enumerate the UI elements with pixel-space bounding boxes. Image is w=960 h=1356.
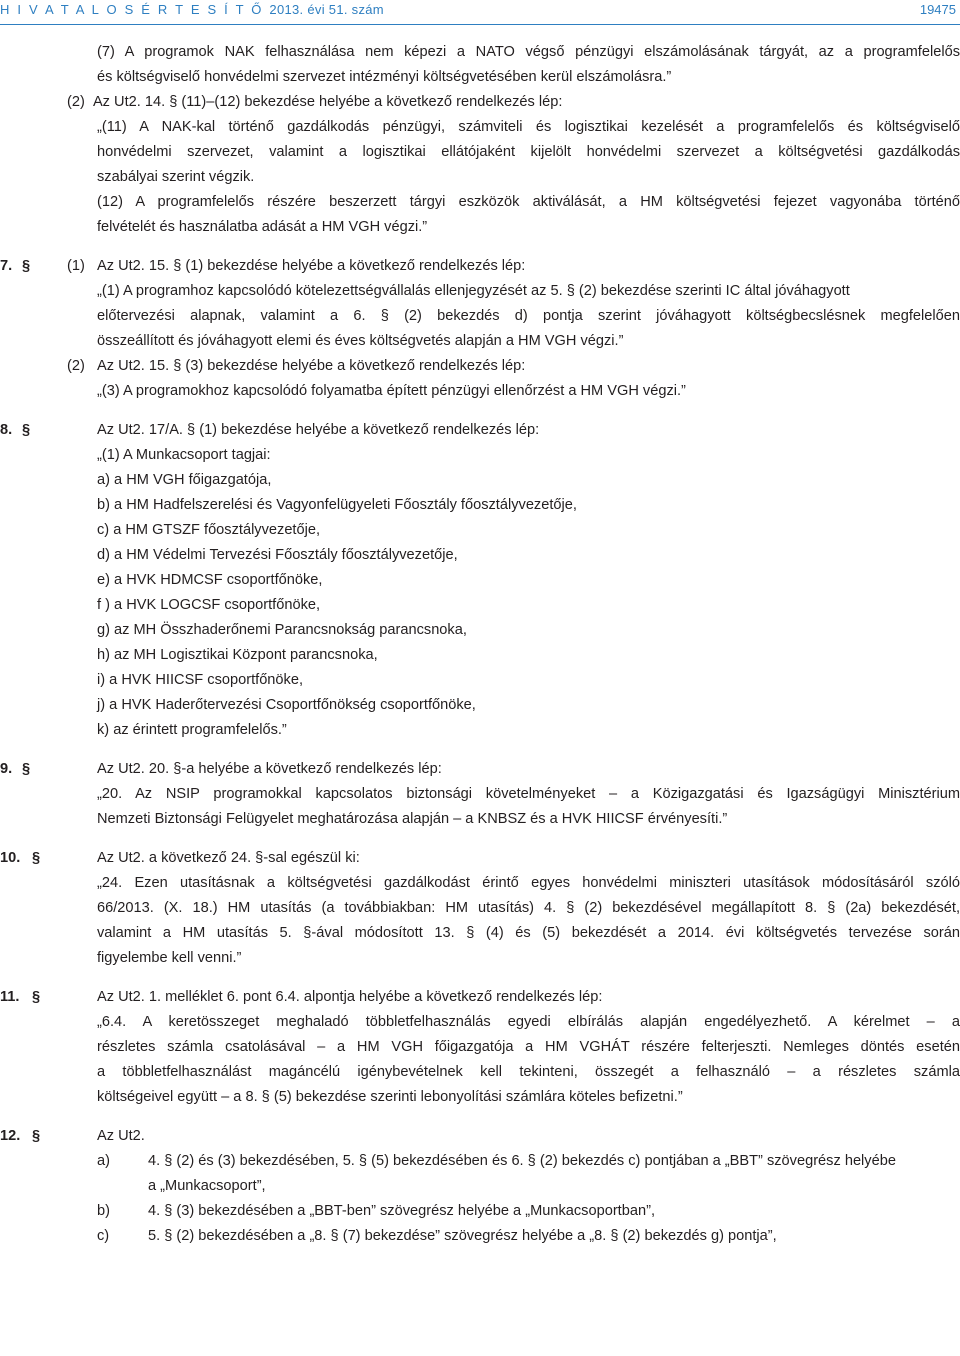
section-text: Az Ut2. 20. §-a helyébe a következő rendelkezés lép: [97, 761, 442, 777]
list-item: b) a HM Hadfelszerelési és Vagyonfelügyeleti Főosztály főosztályvezetője, [97, 497, 577, 513]
list-item: i) a HVK HIICSF csoportfőnöke, [97, 672, 304, 688]
item-letter: b) [97, 1203, 110, 1219]
list-item: k) az érintett programfelelős.” [97, 722, 287, 738]
list-item: a) a HM VGH főigazgatója, [97, 472, 272, 488]
section-text: Az Ut2. 1. melléklet 6. pont 6.4. alpontja helyébe a következő rendelkezés lép: [97, 989, 603, 1005]
item-text: 5. § (2) bekezdésében a „8. § (7) bekezdése” szövegrész helyébe a „8. § (2) bekezdés g) pontja”, [148, 1228, 777, 1244]
paragraph-line: „(1) A programhoz kapcsolódó kötelezettségvállalás ellenjegyzését az 5. § (2) bekezdése szerinti IC által jóváhagyott [97, 283, 850, 299]
paragraph-line: szabályai szerint végzik. [97, 169, 255, 185]
section-11-heading [0, 985, 960, 1010]
section-text: Az Ut2. 15. § (3) bekezdése helyébe a következő rendelkezés lép: [97, 358, 526, 374]
section-number: 12. [0, 1128, 21, 1144]
paragraph-line: 66/2013. (X. 18.) HM utasítás (a továbbiakban: HM utasítás) 4. § (2) bekezdésével megállapított 8. § (2a) bekezdését, [97, 900, 960, 916]
header-rule [0, 24, 960, 25]
paragraph-line: „(11) A NAK-kal történő gazdálkodás pénzügyi, számviteli és logisztikai kezelését a programfelelős és költségviselő [97, 119, 960, 135]
section-number: 11. [0, 989, 20, 1005]
paragraph-line: „20. Az NSIP programokkal kapcsolatos biztonsági követelményeket – a Közigazgatási és Igazságügyi Minisztérium [97, 786, 960, 802]
paragraph-line: a többletfelhasználást magáncélú igénybevételnek kell tekinteni, összegét a felhasználó – a részletes számla [97, 1064, 960, 1080]
section-12-heading [0, 1124, 960, 1149]
section-number: 7. [0, 258, 13, 274]
paragraph-line: „6.4. A keretösszeget meghaladó többletfelhasználás egyedi elbírálás alapján engedélyezhető. A kérelmet – a [97, 1014, 960, 1030]
paragraph-line: „(1) A Munkacsoport tagjai: [97, 447, 271, 463]
section-number: 9. [0, 761, 13, 777]
list-item: g) az MH Összhaderőnemi Parancsnokság parancsnoka, [97, 622, 467, 638]
paragraph-line: figyelembe kell venni.” [97, 950, 242, 966]
list-item: j) a HVK Haderőtervezési Csoportfőnökség csoportfőnöke, [97, 697, 476, 713]
section-7-subsection-2 [0, 354, 960, 379]
section-sign: § [22, 422, 31, 438]
list-item: c) a HM GTSZF főosztályvezetője, [97, 522, 321, 538]
paragraph-line: költségeivel együtt – a 8. § (5) bekezdése szerinti lebonyolítási számlára köteles befizetni.” [97, 1089, 683, 1105]
paragraph-line: részletes számla csatolásával – a HM VGH főigazgatója a HM VGHÁT részére felterjeszti. Nemleges döntés esetén [97, 1039, 960, 1055]
list-item-a [0, 1149, 960, 1174]
paragraph-line: és költségviselő honvédelmi szervezet intézményi költségvetésében kerül elszámolásra.” [97, 69, 672, 85]
section-sign: § [22, 761, 31, 777]
paragraph-line: előtervezési alapnak, valamint a 6. § (2) bekezdés d) pontja szerint jóváhagyott költségbecslésnek megfelelően [97, 308, 960, 324]
section-sign: § [32, 1128, 41, 1144]
paragraph-line: felvételét és használatba adását a HM VGH végzi.” [97, 219, 428, 235]
section-10-heading [0, 846, 960, 871]
section-text: Az Ut2. 17/A. § (1) bekezdése helyébe a következő rendelkezés lép: [97, 422, 540, 438]
section-8-heading [0, 418, 960, 443]
section-sign: § [32, 850, 41, 866]
section-7-heading [0, 254, 960, 279]
list-item: d) a HM Védelmi Tervezési Főosztály főosztályvezetője, [97, 547, 458, 563]
subsection-number: (1) [67, 258, 85, 274]
section-sign: § [32, 989, 41, 1005]
section-text: Az Ut2. [97, 1128, 145, 1144]
paragraph-line: valamint a HM utasítás 5. §-ával módosított 13. § (4) és (5) bekezdését a 2014. évi költségvetés tervezése során [97, 925, 960, 941]
item-text: 4. § (3) bekezdésében a „BBT-ben” szövegrész helyébe a „Munkacsoportban”, [148, 1203, 656, 1219]
list-item-b [0, 1199, 960, 1224]
item-text: 4. § (2) és (3) bekezdésében, 5. § (5) bekezdésében és 6. § (2) bekezdés c) pontjában a „BBT” szövegrész helyébe [148, 1153, 896, 1169]
paragraph-line: összeállított és jóváhagyott elemi és éves költségvetés alapján a HM VGH végzi.” [97, 333, 624, 349]
section-9-heading [0, 757, 960, 782]
page-header [0, 0, 960, 22]
document-body [0, 40, 960, 1249]
paragraph-line: honvédelmi szervezet, valamint a logisztikai ellátójaként kijelölt honvédelmi szervezet a költségvetési gazdálkodás [97, 144, 960, 160]
paragraph-line: (12) A programfelelős részére beszerzett tárgyi eszközök aktiválását, a HM költségvetési fejezet vagyonába történő [97, 194, 960, 210]
paragraph-line: Nemzeti Biztonsági Felügyelet meghatározása alapján – a KNBSZ és a HVK HIICSF érvényesíti.” [97, 811, 728, 827]
section-sign: § [22, 258, 31, 274]
section-number: 10. [0, 850, 21, 866]
list-item: h) az MH Logisztikai Központ parancsnoka, [97, 647, 378, 663]
subsection-number: (2) [67, 358, 85, 374]
journal-title: H I V A T A L O S É R T E S Í T Ő 2013. évi 51. szám [0, 2, 384, 17]
section-number: 8. [0, 422, 13, 438]
item-letter: a) [97, 1153, 110, 1169]
section-text: Az Ut2. a következő 24. §-sal egészül ki: [97, 850, 360, 866]
item-letter: c) [97, 1228, 110, 1244]
paragraph-line: (7) A programok NAK felhasználása nem képezi a NATO végső pénzügyi elszámolásának tárgyát, az a programfelelős [97, 44, 960, 60]
paragraph-line: (2) Az Ut2. 14. § (11)–(12) bekezdése helyébe a következő rendelkezés lép: [67, 94, 563, 110]
list-item: e) a HVK HDMCSF csoportfőnöke, [97, 572, 323, 588]
list-item-c [0, 1224, 960, 1249]
paragraph-line: „24. Ezen utasításnak a költségvetési gazdálkodást érintő egyes honvédelmi miniszteri utasítások módosításáról szóló [97, 875, 960, 891]
section-text: Az Ut2. 15. § (1) bekezdése helyébe a következő rendelkezés lép: [97, 258, 526, 274]
list-item: f ) a HVK LOGCSF csoportfőnöke, [97, 597, 321, 613]
item-text-continued: a „Munkacsoport”, [148, 1178, 266, 1194]
page-number: 19475 [919, 2, 956, 17]
paragraph-line: „(3) A programokhoz kapcsolódó folyamatba épített pénzügyi ellenőrzést a HM VGH végzi.” [97, 383, 686, 399]
